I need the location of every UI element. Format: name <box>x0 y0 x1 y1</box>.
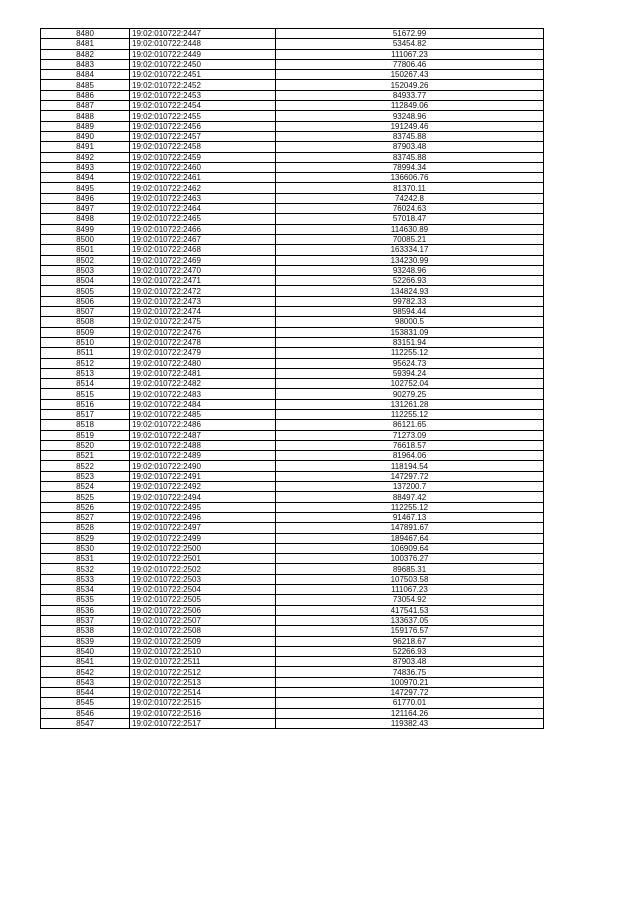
row-number-cell: 8492 <box>41 152 130 162</box>
cadastral-number-cell: 19:02:010722:2481 <box>130 368 276 378</box>
row-number-cell: 8505 <box>41 286 130 296</box>
table-row <box>41 585 544 595</box>
table-row <box>41 255 544 265</box>
table-row <box>41 492 544 502</box>
amount-cell: 90279.25 <box>276 389 544 399</box>
cadastral-number-cell: 19:02:010722:2473 <box>130 296 276 306</box>
row-number-cell: 8536 <box>41 605 130 615</box>
row-number-cell: 8529 <box>41 533 130 543</box>
cadastral-number-cell: 19:02:010722:2460 <box>130 162 276 172</box>
row-number-cell: 8501 <box>41 245 130 255</box>
amount-cell: 137200.7 <box>276 482 544 492</box>
row-number-cell: 8528 <box>41 523 130 533</box>
row-number-cell: 8485 <box>41 80 130 90</box>
cadastral-number-cell: 19:02:010722:2503 <box>130 574 276 584</box>
row-number-cell: 8516 <box>41 399 130 409</box>
row-number-cell: 8499 <box>41 224 130 234</box>
amount-cell: 74242.8 <box>276 193 544 203</box>
row-number-cell: 8539 <box>41 636 130 646</box>
cadastral-number-cell: 19:02:010722:2501 <box>130 554 276 564</box>
cadastral-number-cell: 19:02:010722:2504 <box>130 585 276 595</box>
table-row <box>41 389 544 399</box>
cadastral-number-cell: 19:02:010722:2476 <box>130 327 276 337</box>
cadastral-number-cell: 19:02:010722:2462 <box>130 183 276 193</box>
table-row <box>41 708 544 718</box>
row-number-cell: 8515 <box>41 389 130 399</box>
cadastral-number-cell: 19:02:010722:2511 <box>130 657 276 667</box>
cadastral-number-cell: 19:02:010722:2502 <box>130 564 276 574</box>
cadastral-number-cell: 19:02:010722:2507 <box>130 615 276 625</box>
row-number-cell: 8531 <box>41 554 130 564</box>
cadastral-number-cell: 19:02:010722:2505 <box>130 595 276 605</box>
amount-cell: 81370.11 <box>276 183 544 193</box>
table-row <box>41 59 544 69</box>
table-row <box>41 368 544 378</box>
amount-cell: 159176.57 <box>276 626 544 636</box>
table-row <box>41 121 544 131</box>
amount-cell: 118194.54 <box>276 461 544 471</box>
cadastral-number-cell: 19:02:010722:2510 <box>130 646 276 656</box>
table-row <box>41 265 544 275</box>
row-number-cell: 8545 <box>41 698 130 708</box>
table-row <box>41 204 544 214</box>
amount-cell: 53454.82 <box>276 39 544 49</box>
row-number-cell: 8542 <box>41 667 130 677</box>
cadastral-number-cell: 19:02:010722:2463 <box>130 193 276 203</box>
amount-cell: 87903.48 <box>276 657 544 667</box>
table-row <box>41 523 544 533</box>
cadastral-number-cell: 19:02:010722:2465 <box>130 214 276 224</box>
cadastral-number-cell: 19:02:010722:2478 <box>130 337 276 347</box>
table-row <box>41 605 544 615</box>
row-number-cell: 8507 <box>41 307 130 317</box>
amount-cell: 131261.28 <box>276 399 544 409</box>
table-row <box>41 348 544 358</box>
amount-cell: 74836.75 <box>276 667 544 677</box>
row-number-cell: 8481 <box>41 39 130 49</box>
table-row <box>41 718 544 728</box>
table-row <box>41 327 544 337</box>
table-row <box>41 245 544 255</box>
row-number-cell: 8547 <box>41 718 130 728</box>
amount-cell: 51672.99 <box>276 29 544 39</box>
amount-cell: 191249.46 <box>276 121 544 131</box>
row-number-cell: 8484 <box>41 70 130 80</box>
row-number-cell: 8482 <box>41 49 130 59</box>
amount-cell: 189467.64 <box>276 533 544 543</box>
row-number-cell: 8496 <box>41 193 130 203</box>
table-row <box>41 183 544 193</box>
cadastral-number-cell: 19:02:010722:2451 <box>130 70 276 80</box>
cadastral-number-cell: 19:02:010722:2450 <box>130 59 276 69</box>
amount-cell: 153831.09 <box>276 327 544 337</box>
table-row <box>41 502 544 512</box>
amount-cell: 112255.12 <box>276 502 544 512</box>
cadastral-number-cell: 19:02:010722:2495 <box>130 502 276 512</box>
cadastral-number-cell: 19:02:010722:2500 <box>130 543 276 553</box>
table-row <box>41 358 544 368</box>
table-row <box>41 420 544 430</box>
row-number-cell: 8500 <box>41 234 130 244</box>
amount-cell: 59394.24 <box>276 368 544 378</box>
amount-cell: 133637.05 <box>276 615 544 625</box>
table-row <box>41 101 544 111</box>
row-number-cell: 8498 <box>41 214 130 224</box>
row-number-cell: 8522 <box>41 461 130 471</box>
row-number-cell: 8517 <box>41 409 130 419</box>
cadastral-number-cell: 19:02:010722:2471 <box>130 276 276 286</box>
table-row <box>41 688 544 698</box>
table-row <box>41 90 544 100</box>
cadastral-number-cell: 19:02:010722:2470 <box>130 265 276 275</box>
table-row <box>41 173 544 183</box>
row-number-cell: 8494 <box>41 173 130 183</box>
cadastral-number-cell: 19:02:010722:2454 <box>130 101 276 111</box>
amount-cell: 98594.44 <box>276 307 544 317</box>
cadastral-number-cell: 19:02:010722:2515 <box>130 698 276 708</box>
row-number-cell: 8538 <box>41 626 130 636</box>
row-number-cell: 8544 <box>41 688 130 698</box>
row-number-cell: 8483 <box>41 59 130 69</box>
row-number-cell: 8508 <box>41 317 130 327</box>
row-number-cell: 8490 <box>41 131 130 141</box>
row-number-cell: 8513 <box>41 368 130 378</box>
amount-cell: 147891.67 <box>276 523 544 533</box>
amount-cell: 100970.21 <box>276 677 544 687</box>
cadastral-number-cell: 19:02:010722:2487 <box>130 430 276 440</box>
cadastral-number-cell: 19:02:010722:2496 <box>130 512 276 522</box>
row-number-cell: 8502 <box>41 255 130 265</box>
table-row <box>41 657 544 667</box>
cadastral-number-cell: 19:02:010722:2480 <box>130 358 276 368</box>
row-number-cell: 8506 <box>41 296 130 306</box>
table-row <box>41 533 544 543</box>
row-number-cell: 8509 <box>41 327 130 337</box>
table-row <box>41 49 544 59</box>
row-number-cell: 8511 <box>41 348 130 358</box>
table-row <box>41 111 544 121</box>
amount-cell: 114630.89 <box>276 224 544 234</box>
amount-cell: 106909.64 <box>276 543 544 553</box>
table-row <box>41 286 544 296</box>
row-number-cell: 8543 <box>41 677 130 687</box>
table-row <box>41 667 544 677</box>
amount-cell: 77806.46 <box>276 59 544 69</box>
cadastral-number-cell: 19:02:010722:2457 <box>130 131 276 141</box>
table-row <box>41 698 544 708</box>
cadastral-number-cell: 19:02:010722:2489 <box>130 451 276 461</box>
table-row <box>41 430 544 440</box>
table-row <box>41 224 544 234</box>
cadastral-number-cell: 19:02:010722:2513 <box>130 677 276 687</box>
amount-cell: 95624.73 <box>276 358 544 368</box>
amount-cell: 99782.33 <box>276 296 544 306</box>
cadastral-number-cell: 19:02:010722:2514 <box>130 688 276 698</box>
row-number-cell: 8518 <box>41 420 130 430</box>
amount-cell: 119382.43 <box>276 718 544 728</box>
row-number-cell: 8514 <box>41 379 130 389</box>
table-row <box>41 615 544 625</box>
amount-cell: 76618.57 <box>276 440 544 450</box>
amount-cell: 134824.93 <box>276 286 544 296</box>
row-number-cell: 8534 <box>41 585 130 595</box>
amount-cell: 112255.12 <box>276 409 544 419</box>
cadastral-number-cell: 19:02:010722:2448 <box>130 39 276 49</box>
row-number-cell: 8512 <box>41 358 130 368</box>
amount-cell: 93248.96 <box>276 265 544 275</box>
amount-cell: 147297.72 <box>276 471 544 481</box>
amount-cell: 87903.48 <box>276 142 544 152</box>
row-number-cell: 8521 <box>41 451 130 461</box>
cadastral-number-cell: 19:02:010722:2497 <box>130 523 276 533</box>
table-row <box>41 409 544 419</box>
cadastral-number-cell: 19:02:010722:2456 <box>130 121 276 131</box>
amount-cell: 78994.34 <box>276 162 544 172</box>
amount-cell: 91467.13 <box>276 512 544 522</box>
cadastral-number-cell: 19:02:010722:2499 <box>130 533 276 543</box>
cadastral-number-cell: 19:02:010722:2482 <box>130 379 276 389</box>
cadastral-number-cell: 19:02:010722:2452 <box>130 80 276 90</box>
cadastral-number-cell: 19:02:010722:2479 <box>130 348 276 358</box>
amount-cell: 81964.06 <box>276 451 544 461</box>
cadastral-number-cell: 19:02:010722:2490 <box>130 461 276 471</box>
cadastral-number-cell: 19:02:010722:2475 <box>130 317 276 327</box>
row-number-cell: 8524 <box>41 482 130 492</box>
cadastral-number-cell: 19:02:010722:2486 <box>130 420 276 430</box>
cadastral-number-cell: 19:02:010722:2485 <box>130 409 276 419</box>
amount-cell: 86121.65 <box>276 420 544 430</box>
row-number-cell: 8523 <box>41 471 130 481</box>
amount-cell: 57018.47 <box>276 214 544 224</box>
row-number-cell: 8480 <box>41 29 130 39</box>
amount-cell: 98000.5 <box>276 317 544 327</box>
table-row <box>41 543 544 553</box>
row-number-cell: 8491 <box>41 142 130 152</box>
table-row <box>41 214 544 224</box>
cadastral-number-cell: 19:02:010722:2506 <box>130 605 276 615</box>
amount-cell: 100376.27 <box>276 554 544 564</box>
table-row <box>41 482 544 492</box>
cadastral-number-cell: 19:02:010722:2516 <box>130 708 276 718</box>
table-row <box>41 29 544 39</box>
row-number-cell: 8487 <box>41 101 130 111</box>
amount-cell: 107503.58 <box>276 574 544 584</box>
amount-cell: 134230.99 <box>276 255 544 265</box>
row-number-cell: 8530 <box>41 543 130 553</box>
table-row <box>41 646 544 656</box>
amount-cell: 52266.93 <box>276 646 544 656</box>
row-number-cell: 8486 <box>41 90 130 100</box>
table-row <box>41 379 544 389</box>
row-number-cell: 8541 <box>41 657 130 667</box>
table-row <box>41 512 544 522</box>
amount-cell: 71273.09 <box>276 430 544 440</box>
cadastral-number-cell: 19:02:010722:2467 <box>130 234 276 244</box>
cadastral-number-cell: 19:02:010722:2466 <box>130 224 276 234</box>
amount-cell: 112849.06 <box>276 101 544 111</box>
cadastral-number-cell: 19:02:010722:2469 <box>130 255 276 265</box>
amount-cell: 112255.12 <box>276 348 544 358</box>
amount-cell: 93248.96 <box>276 111 544 121</box>
row-number-cell: 8526 <box>41 502 130 512</box>
row-number-cell: 8535 <box>41 595 130 605</box>
row-number-cell: 8504 <box>41 276 130 286</box>
row-number-cell: 8533 <box>41 574 130 584</box>
table-row <box>41 564 544 574</box>
table-body <box>41 29 544 729</box>
table-row <box>41 80 544 90</box>
cadastral-number-cell: 19:02:010722:2474 <box>130 307 276 317</box>
row-number-cell: 8537 <box>41 615 130 625</box>
table-row <box>41 451 544 461</box>
cadastral-number-cell: 19:02:010722:2492 <box>130 482 276 492</box>
amount-cell: 70085.21 <box>276 234 544 244</box>
amount-cell: 96218.67 <box>276 636 544 646</box>
cadastral-number-cell: 19:02:010722:2458 <box>130 142 276 152</box>
amount-cell: 84933.77 <box>276 90 544 100</box>
table-row <box>41 574 544 584</box>
row-number-cell: 8527 <box>41 512 130 522</box>
amount-cell: 52266.93 <box>276 276 544 286</box>
amount-cell: 76024.63 <box>276 204 544 214</box>
cadastral-number-cell: 19:02:010722:2455 <box>130 111 276 121</box>
amount-cell: 61770.01 <box>276 698 544 708</box>
cadastral-number-cell: 19:02:010722:2508 <box>130 626 276 636</box>
table-row <box>41 440 544 450</box>
cadastral-number-cell: 19:02:010722:2509 <box>130 636 276 646</box>
amount-cell: 136606.76 <box>276 173 544 183</box>
cadastral-number-cell: 19:02:010722:2517 <box>130 718 276 728</box>
amount-cell: 111067.23 <box>276 49 544 59</box>
row-number-cell: 8489 <box>41 121 130 131</box>
amount-cell: 102752.04 <box>276 379 544 389</box>
table-row <box>41 234 544 244</box>
amount-cell: 83745.88 <box>276 152 544 162</box>
amount-cell: 152049.26 <box>276 80 544 90</box>
row-number-cell: 8510 <box>41 337 130 347</box>
table-row <box>41 70 544 80</box>
row-number-cell: 8488 <box>41 111 130 121</box>
amount-cell: 89685.31 <box>276 564 544 574</box>
row-number-cell: 8525 <box>41 492 130 502</box>
table-row <box>41 636 544 646</box>
cadastral-number-cell: 19:02:010722:2453 <box>130 90 276 100</box>
row-number-cell: 8519 <box>41 430 130 440</box>
table-row <box>41 39 544 49</box>
amount-cell: 83745.88 <box>276 131 544 141</box>
amount-cell: 111067.23 <box>276 585 544 595</box>
table-row <box>41 337 544 347</box>
table-row <box>41 307 544 317</box>
cadastral-number-cell: 19:02:010722:2491 <box>130 471 276 481</box>
row-number-cell: 8497 <box>41 204 130 214</box>
table-row <box>41 554 544 564</box>
cadastral-number-cell: 19:02:010722:2459 <box>130 152 276 162</box>
cadastral-number-cell: 19:02:010722:2468 <box>130 245 276 255</box>
row-number-cell: 8532 <box>41 564 130 574</box>
table-row <box>41 193 544 203</box>
amount-cell: 150267.43 <box>276 70 544 80</box>
row-number-cell: 8495 <box>41 183 130 193</box>
table-row <box>41 317 544 327</box>
cadastral-number-cell: 19:02:010722:2484 <box>130 399 276 409</box>
amount-cell: 83151.94 <box>276 337 544 347</box>
cadastral-number-cell: 19:02:010722:2483 <box>130 389 276 399</box>
cadastral-number-cell: 19:02:010722:2464 <box>130 204 276 214</box>
cadastral-number-cell: 19:02:010722:2512 <box>130 667 276 677</box>
amount-cell: 73054.92 <box>276 595 544 605</box>
table-row <box>41 461 544 471</box>
row-number-cell: 8493 <box>41 162 130 172</box>
amount-cell: 147297.72 <box>276 688 544 698</box>
row-number-cell: 8503 <box>41 265 130 275</box>
table-row <box>41 626 544 636</box>
amount-cell: 163334.17 <box>276 245 544 255</box>
table-row <box>41 595 544 605</box>
table-row <box>41 276 544 286</box>
table-row <box>41 131 544 141</box>
amount-cell: 88497.42 <box>276 492 544 502</box>
cadastral-number-cell: 19:02:010722:2461 <box>130 173 276 183</box>
table-row <box>41 296 544 306</box>
table-row <box>41 399 544 409</box>
amount-cell: 417541.53 <box>276 605 544 615</box>
cadastral-number-cell: 19:02:010722:2447 <box>130 29 276 39</box>
cadastral-number-cell: 19:02:010722:2494 <box>130 492 276 502</box>
cadastral-number-cell: 19:02:010722:2472 <box>130 286 276 296</box>
table-row <box>41 471 544 481</box>
cadastral-number-cell: 19:02:010722:2449 <box>130 49 276 59</box>
cadastral-number-cell: 19:02:010722:2488 <box>130 440 276 450</box>
data-table <box>40 28 544 729</box>
row-number-cell: 8520 <box>41 440 130 450</box>
row-number-cell: 8546 <box>41 708 130 718</box>
table-row <box>41 152 544 162</box>
table-row <box>41 677 544 687</box>
table-row <box>41 142 544 152</box>
row-number-cell: 8540 <box>41 646 130 656</box>
table-row <box>41 162 544 172</box>
amount-cell: 121164.26 <box>276 708 544 718</box>
